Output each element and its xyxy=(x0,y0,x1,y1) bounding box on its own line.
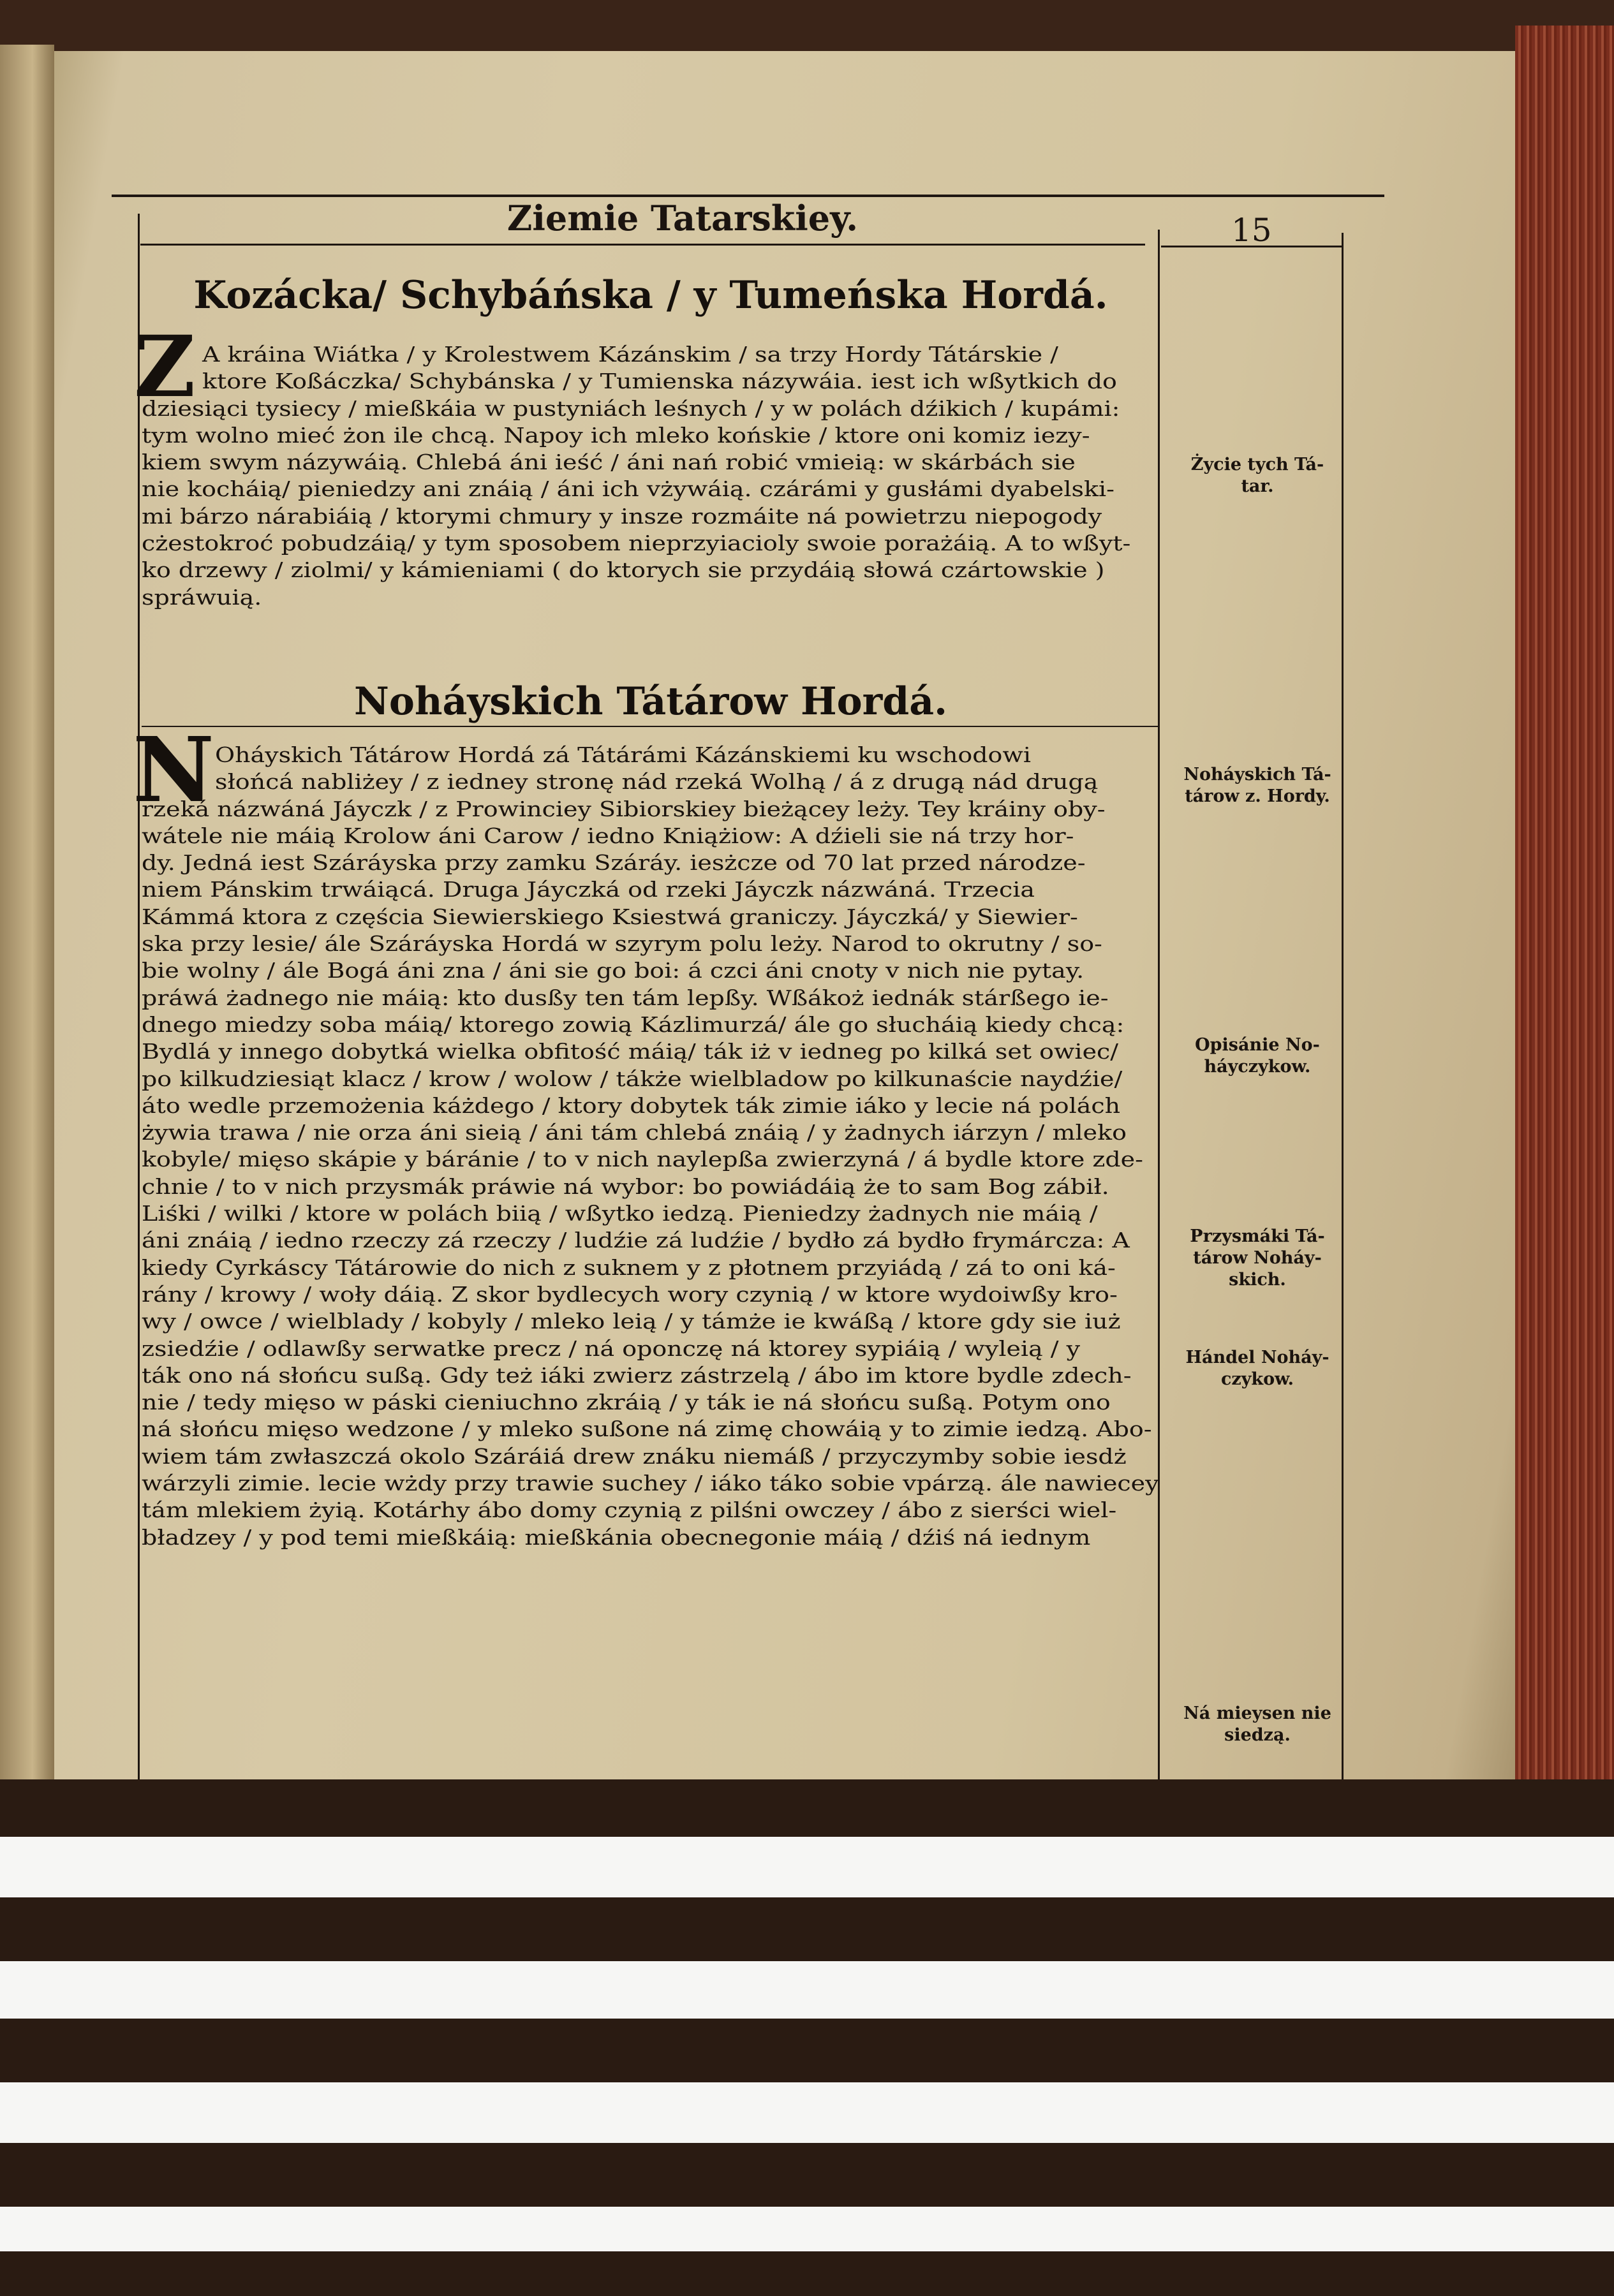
section-paragraph xyxy=(142,742,1159,1551)
text-line: ko drzewy / ziolmi/ y kámieniami ( do ktorych sie przydáią słowá czártowskie ) xyxy=(142,557,1105,583)
scan-band-dark xyxy=(0,1779,1614,1837)
text-line: rány / krowy / woły dáią. Z skor bydlecych wory czynią / w ktore wydoiwßy kro- xyxy=(142,1281,1118,1307)
note-line: Ná mieysen nie xyxy=(1183,1704,1331,1723)
text-line: kobyle/ mięso skápie y báránie / to v nich naylepßa zwierzyná / á bydle ktore zde- xyxy=(142,1147,1143,1172)
section-rule xyxy=(142,726,1159,727)
left-page-edge xyxy=(0,45,54,1779)
text-line: tám mlekiem żyią. Kotárhy ábo domy czynią z pilśni owczey / ábo z sierści wiel- xyxy=(142,1498,1117,1523)
text-line: wátele nie máią Krolow áni Carow / iedno Kniążiow: A dźieli sie ná trzy hor- xyxy=(142,823,1074,848)
note-line: tárow z. Hordy. xyxy=(1185,786,1330,806)
note-line: tárow Noháy- xyxy=(1193,1248,1322,1268)
text-line: bładzey / y pod temi mießkáią: mießkánia obecnegonie máią / dźiś ná iednym xyxy=(142,1524,1091,1550)
marginal-note xyxy=(1165,1347,1350,1390)
scan-band-dark xyxy=(0,1897,1614,1961)
scan-band-light xyxy=(0,1961,1614,2019)
text-line: áto wedle przemożenia káżdego / ktory dobytek ták zimie iáko y lecie ná polách xyxy=(142,1093,1121,1118)
note-line: Przysmáki Tá- xyxy=(1190,1226,1325,1246)
note-line: Hándel Noháy- xyxy=(1185,1348,1329,1367)
scan-band-dark xyxy=(0,2019,1614,2082)
text-line: rzeká názwáná Jáyczk / z Prowinciey Sibiorskiey bieżącey leży. Tey kráiny oby- xyxy=(142,796,1106,821)
text-line: żywia trawa / nie orza áni sieią / áni tám chlebá znáią / y żadnych iárzyn / mleko xyxy=(142,1120,1127,1145)
scan-band-light xyxy=(0,2082,1614,2143)
scan-band-dark xyxy=(0,2143,1614,2207)
text-line: kiedy Cyrkáscy Tátárowie do nich z suknem y z płotnem przyiádą / zá to oni ká- xyxy=(142,1255,1116,1280)
text-line: bie wolny / ále Bogá áni zna / áni sie go boi: á czci áni cnoty v nich nie pytay. xyxy=(142,958,1085,983)
text-line: dziesiąci tysiecy / mießkáia w pustyniách leśnych / y w polách dźikich / kupámi: xyxy=(142,395,1120,421)
text-line: chnie / to v nich przysmák práwie ná wybor: bo powiádáią że to sam Bog zábił. xyxy=(142,1174,1109,1199)
text-line: wy / owce / wielblady / kobyly / mleko leią / y támże ie kwáßą / ktore gdy sie iuż xyxy=(142,1309,1121,1334)
text-line: kiem swym názywáią. Chlebá áni ieść / áni nań robić vmieią: w skárbách sie xyxy=(142,450,1076,475)
scan-band-light xyxy=(0,1837,1614,1897)
note-line: skich. xyxy=(1229,1270,1286,1290)
text-line: ták ono ná słońcu sußą. Gdy też iáki zwierz zástrzelą / ábo im ktore bydle zdech- xyxy=(142,1362,1132,1388)
text-line: zsiedźie / odlawßy serwatke precz / ná oponczę ná ktorey sypiáią / wyleią / y xyxy=(142,1336,1081,1361)
marginal-note xyxy=(1165,1034,1350,1078)
note-line: siedzą. xyxy=(1224,1725,1291,1745)
note-line: Opisánie No- xyxy=(1195,1035,1320,1055)
note-line: Życie tych Tá- xyxy=(1190,455,1324,475)
text-line: dnego miedzy soba máią/ ktorego zowią Kázlimurzá/ ále go słucháią kiedy chcą: xyxy=(142,1012,1125,1037)
scan-band-light xyxy=(0,2207,1614,2251)
marginal-note xyxy=(1165,1226,1350,1291)
text-line: tym wolno mieć żon ile chcą. Napoy ich mleko końskie / ktore oni komiz iezy- xyxy=(142,422,1090,448)
section-heading: Kozácka/ Schybáńska / y Tumeńska Hordá. xyxy=(193,273,1108,318)
left-frame-rule xyxy=(138,214,140,1779)
section-heading: Noháyskich Tátárow Hordá. xyxy=(354,679,947,724)
text-line: po kilkudziesiąt klacz / krow / wolow / tákże wielbladow po kilkunaście naydźie/ xyxy=(142,1066,1123,1091)
text-line: Oháyskich Tátárow Hordá zá Tátárámi Kázánskiemi ku wschodowi xyxy=(215,742,1032,767)
text-line: práwá żadnego nie máią: kto dusßy ten tám lepßy. Wßákoż iednák stárßego ie- xyxy=(142,985,1109,1010)
section-paragraph xyxy=(142,341,1159,611)
text-line: ktore Koßáczka/ Schybánska / y Tumienska názywáia. iest ich wßytkich do xyxy=(202,369,1117,394)
text-line: Bydlá y innego dobytká wielka obfitość máią/ ták iż v iedneg po kilká set owiec/ xyxy=(142,1039,1119,1064)
text-line: nie kocháią/ pieniedzy ani znáią / áni ich vżywáią. czárámi y gusłámi dyabelski- xyxy=(142,476,1114,502)
marginal-note xyxy=(1165,1703,1350,1746)
text-line: cżestokroć pobudzáią/ y tym sposobem nieprzyiacioly swoie porażáią. A to wßyt- xyxy=(142,531,1131,556)
text-line: niem Pánskim trwáiącá. Druga Jáyczká od rzeki Jáyczk názwáná. Trzecia xyxy=(142,877,1035,902)
text-line: ná słońcu mięso wedzone / y mleko sußone ná zimę chowáią y to zimie iedzą. Abo- xyxy=(142,1417,1152,1442)
text-line: spráwuią. xyxy=(142,584,262,610)
page-edges xyxy=(1515,26,1614,1779)
note-line: Noháyskich Tá- xyxy=(1183,765,1331,784)
text-line: ska przy lesie/ ále Száráyska Hordá w szyrym polu leży. Narod to okrutny / so- xyxy=(142,931,1102,957)
text-line: Kámmá ktora z częścia Siewierskiego Ksiestwá graniczy. Jáyczká/ y Siewier- xyxy=(142,904,1078,929)
note-line: tar. xyxy=(1241,476,1274,496)
note-line: háyczykow. xyxy=(1204,1057,1311,1077)
top-rule xyxy=(112,195,1384,197)
text-line: nie / tedy mięso w páski cieniuchno zkráią / y ták ie ná słońcu sußą. Potym ono xyxy=(142,1390,1111,1415)
folio-number: 15 xyxy=(1231,212,1272,249)
text-line: A kráina Wiátka / y Krolestwem Kázánskim / sa trzy Hordy Tátárskie / xyxy=(202,342,1058,367)
text-line: wárzyli zimie. lecie wżdy przy trawie suchey / iáko táko sobie vpárzą. ále nawiecey xyxy=(142,1471,1159,1496)
marginal-note xyxy=(1165,454,1350,497)
text-line: wiem tám zwłaszczá okolo Száráiá drew znáku niemáß / przyczymby sobie iesdż xyxy=(142,1443,1127,1469)
note-line: czykow. xyxy=(1220,1369,1294,1389)
text-line: słońcá nabliżey / z iedney stronę nád rzeká Wolhą / á z drugą nád drugą xyxy=(215,769,1099,795)
text-line: mi bárzo nárabiáią / ktorymi chmury y insze rozmáite ná powietrzu niepogody xyxy=(142,503,1102,529)
text-line: Liśki / wilki / ktore w polách biią / wßytko iedzą. Pieniedzy żadnych nie máią / xyxy=(142,1201,1098,1226)
text-line: áni znáią / iedno rzeczy zá rzeczy / ludźie zá ludźie / bydło zá bydło frymárcza: A xyxy=(142,1228,1130,1253)
header-underline xyxy=(140,244,1145,246)
drop-cap: Z xyxy=(134,318,196,416)
running-title: Ziemie Tatarskiey. xyxy=(507,198,859,239)
scan-band-dark xyxy=(0,2251,1614,2296)
marginal-note xyxy=(1165,764,1350,807)
drop-cap: N xyxy=(133,718,214,823)
text-line: dy. Jedná iest Száráyska przy zamku Száráy. iesżcze od 70 lat przed národze- xyxy=(142,850,1086,876)
